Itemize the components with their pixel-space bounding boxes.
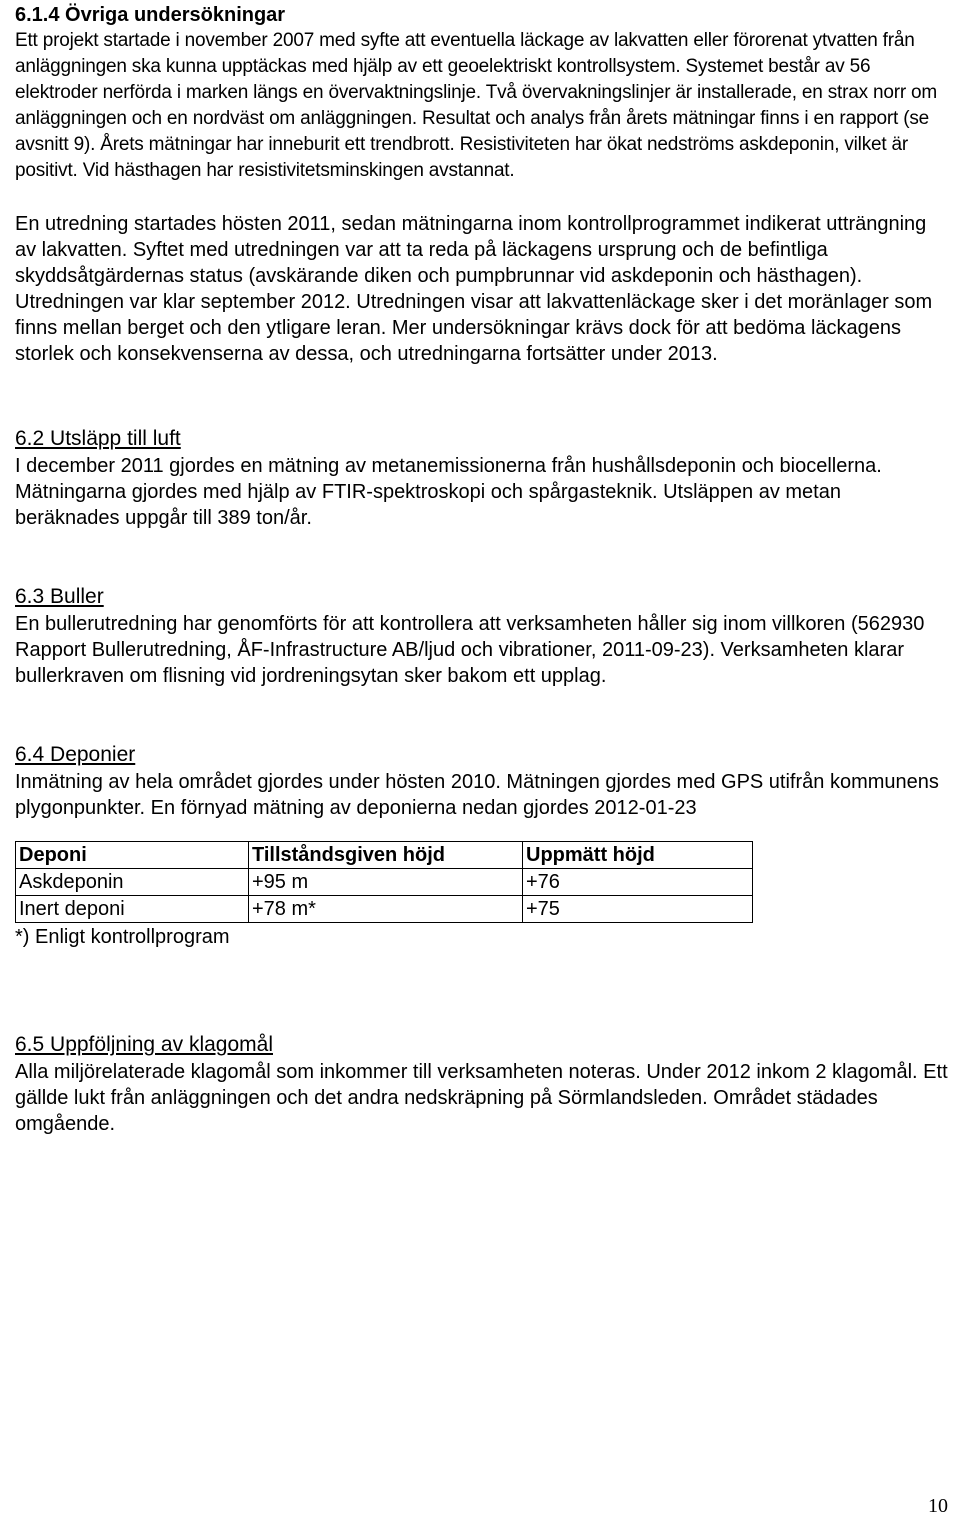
section-6-2-paragraph: I december 2011 gjordes en mätning av metanemissionerna från hushållsdeponin och biocellerna. Mätningarna gjordes med hjälp av FTIR-spektroskopi och spårgasteknik. Utsläppen av metan beräknades uppgår till 389 ton/år.: [15, 455, 882, 529]
section-6-1-4-paragraph-1: Ett projekt startade i november 2007 med syfte att eventuella läckage av lakvatten eller förorenat ytvatten från anläggningen ska kunna upptäckas med hjälp av ett geoelektriskt kontrollsystem. Systemet består av 56 elektroder nerförda i marken längs en övervaktningslinje. Två övervakningslinjer är installerade, en strax norr om anläggningen och en nordväst om anläggningen. Resultat och analys från årets mätningar finns i en rapport (se avsnitt 9). Årets mätningar har inneburit ett trendbrott. Resistiviteten har ökat nedströms askdeponin, vilket är positivt. Vid hästhagen har resistivitetsminskingen avstannat.: [15, 30, 938, 181]
page-number: 10: [928, 1495, 948, 1517]
table-row: [16, 869, 753, 896]
section-6-1-4-paragraph-2: En utredning startades hösten 2011, sedan mätningarna inom kontrollprogrammet indikerat utträngning av lakvatten. Syftet med utredningen var att ta reda på läckagens ursprung och de befintliga skyddsåtgärdernas status (avskärande diken och pumpbrunnar vid askdeponin och hästhagen). Utredningen var klar september 2012. Utredningen visar att lakvattenläckage sker i det moränlager som finns mellan berget och den ytligare leran. Mer undersökningar krävs dock för att bedöma läckagens storlek och konsekvenserna av dessa, och utredningarna fortsätter under 2013.: [15, 213, 933, 365]
table-cell: +95 m: [249, 869, 523, 896]
section-heading-6-2: 6.2 Utsläpp till luft: [15, 427, 181, 450]
table-row: [16, 896, 753, 923]
table-cell: +78 m*: [249, 896, 523, 923]
table-header-cell: Deponi: [16, 842, 249, 869]
section-heading-6-5: 6.5 Uppföljning av klagomål: [15, 1033, 273, 1056]
section-6-4-paragraph: Inmätning av hela området gjordes under hösten 2010. Mätningen gjordes med GPS utifrån kommunens plygonpunkter. En förnyad mätning av deponierna nedan gjordes 2012-01-23: [15, 771, 939, 819]
deponi-table: [15, 841, 753, 923]
table-cell: Inert deponi: [16, 896, 249, 923]
table-header-row: [16, 842, 753, 869]
section-6-3-paragraph: En bullerutredning har genomförts för att kontrollera att verksamheten håller sig inom villkoren (562930 Rapport Bullerutredning, ÅF-Infrastructure AB/ljud och vibrationer, 2011-09-23). Verksamheten klarar bullerkraven om flisning vid jordreningsytan sker bakom ett upplag.: [15, 613, 925, 687]
section-heading-6-4: 6.4 Deponier: [15, 743, 136, 766]
table-footnote: *) Enligt kontrollprogram: [15, 926, 230, 948]
table-cell: Askdeponin: [16, 869, 249, 896]
section-heading-6-1-4: 6.1.4 Övriga undersökningar: [15, 4, 286, 26]
document-page: [15, 0, 950, 1137]
section-heading-6-3: 6.3 Buller: [15, 585, 104, 608]
section-6-5-paragraph: Alla miljörelaterade klagomål som inkommer till verksamheten noteras. Under 2012 inkom 2 klagomål. Ett gällde lukt från anläggningen och det andra nedskräpning på Sörmlandsleden. Området städades omgående.: [15, 1061, 948, 1135]
table-header-cell: Uppmätt höjd: [523, 842, 753, 869]
table-header-cell: Tillståndsgiven höjd: [249, 842, 523, 869]
table-cell: +75: [523, 896, 753, 923]
table-cell: +76: [523, 869, 753, 896]
